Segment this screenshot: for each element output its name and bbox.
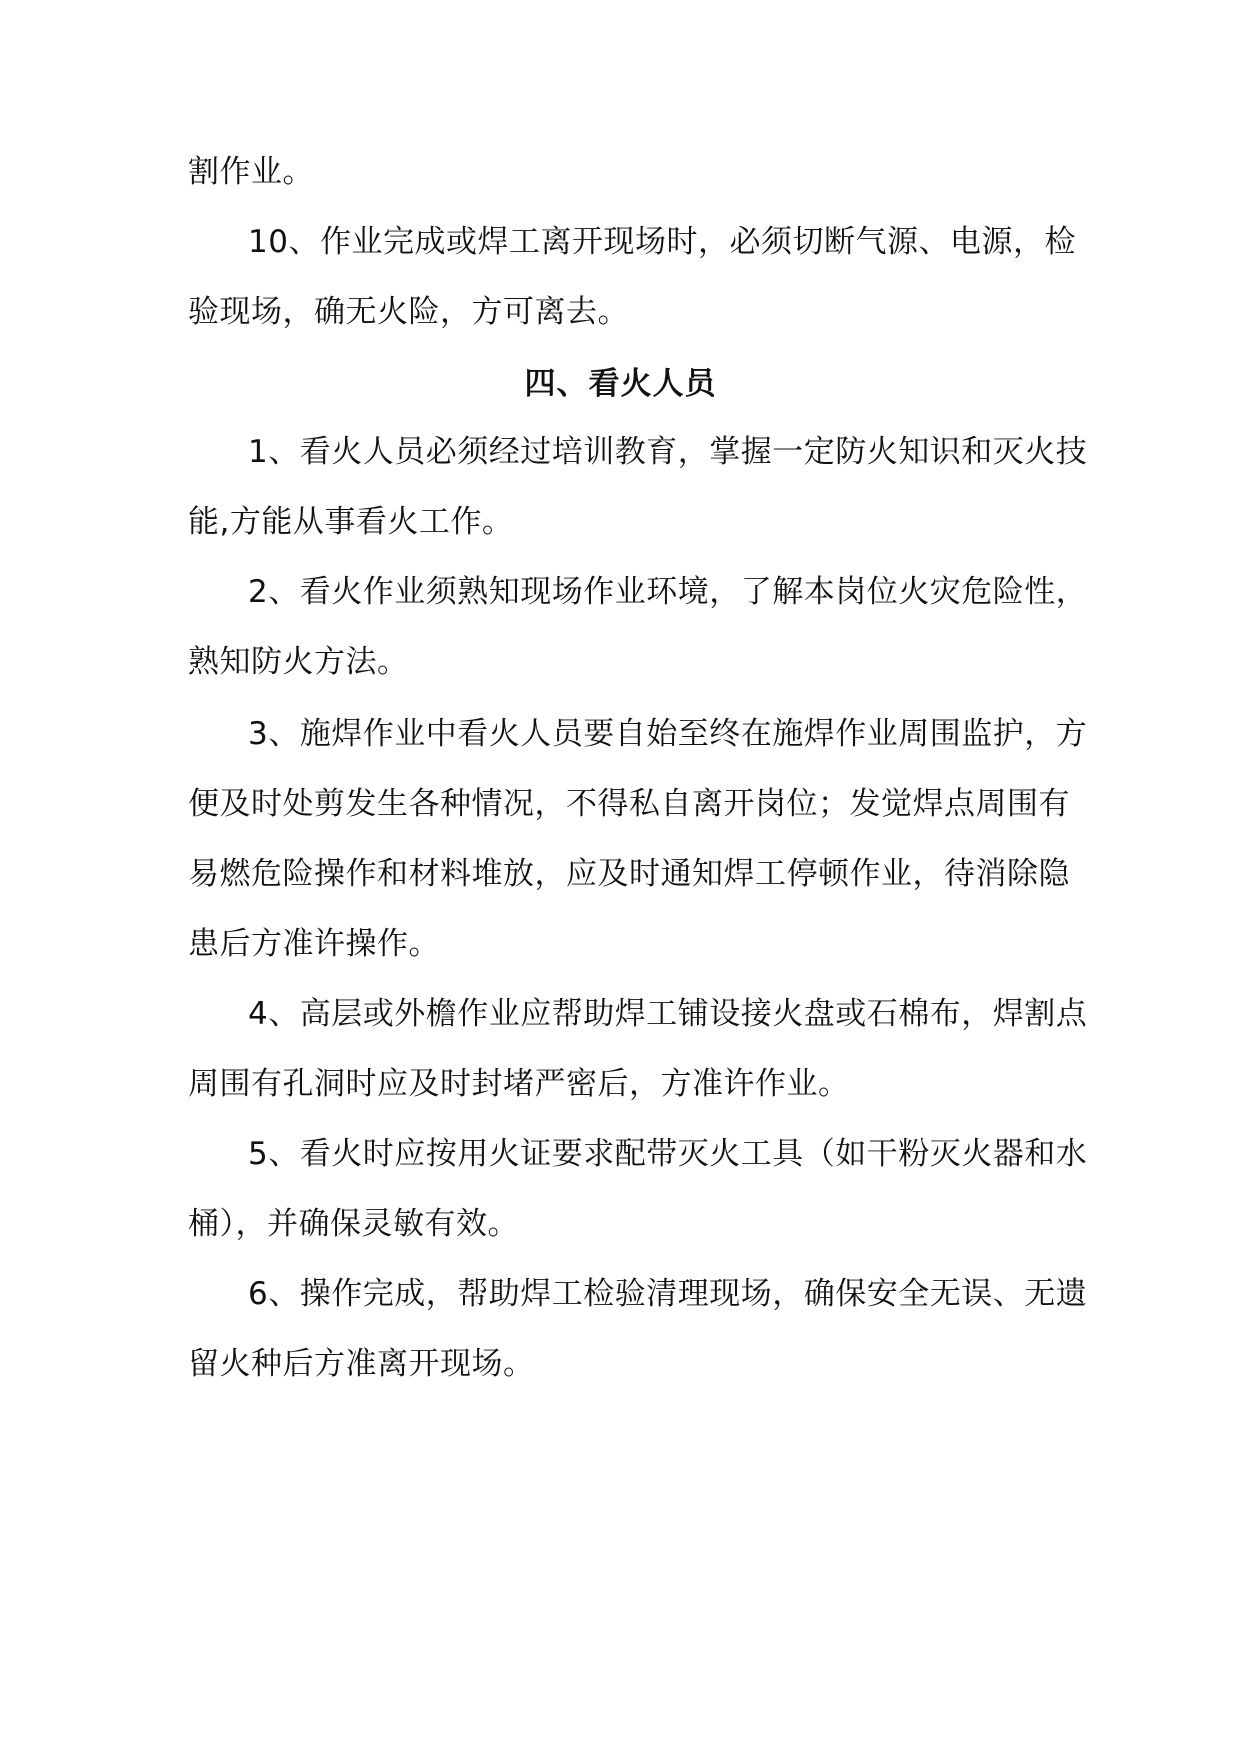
paragraph-line: 10、作业完成或焊工离开现场时，必须切断气源、电源，检 xyxy=(248,224,1076,260)
paragraph-line: 留火种后方准离开现场。 xyxy=(188,1346,535,1382)
paragraph-line: 周围有孔洞时应及时封堵严密后，方准许作业。 xyxy=(188,1066,850,1102)
paragraph-line: 验现场，确无火险，方可离去。 xyxy=(188,294,629,330)
paragraph-line: 易燃危险操作和材料堆放，应及时通知焊工停顿作业，待消除隐 xyxy=(188,856,1070,892)
paragraph-line: 1、看火人员必须经过培训教育，掌握一定防火知识和灭火技 xyxy=(248,434,1088,470)
paragraph-line: 4、高层或外檐作业应帮助焊工铺设接火盘或石棉布，焊割点 xyxy=(248,996,1088,1032)
paragraph-line: 便及时处剪发生各种情况，不得私自离开岗位；发觉焊点周围有 xyxy=(188,786,1070,822)
paragraph-line: 熟知防火方法。 xyxy=(188,644,409,680)
paragraph-line: 患后方准许操作。 xyxy=(188,926,440,962)
paragraph-line: 2、看火作业须熟知现场作业环境，了解本岗位火灾危险性， xyxy=(248,574,1088,610)
paragraph-line: 割作业。 xyxy=(188,154,314,190)
section-heading: 四、看火人员 xyxy=(524,366,717,402)
paragraph-line: 6、操作完成，帮助焊工检验清理现场，确保安全无误、无遗 xyxy=(248,1276,1088,1312)
paragraph-line: 3、施焊作业中看火人员要自始至终在施焊作业周围监护，方 xyxy=(248,716,1088,752)
paragraph-line: 能,方能从事看火工作。 xyxy=(188,504,514,540)
paragraph-line: 5、看火时应按用火证要求配带灭火工具（如干粉灭火器和水 xyxy=(248,1136,1088,1172)
paragraph-line: 桶），并确保灵敏有效。 xyxy=(188,1206,519,1242)
